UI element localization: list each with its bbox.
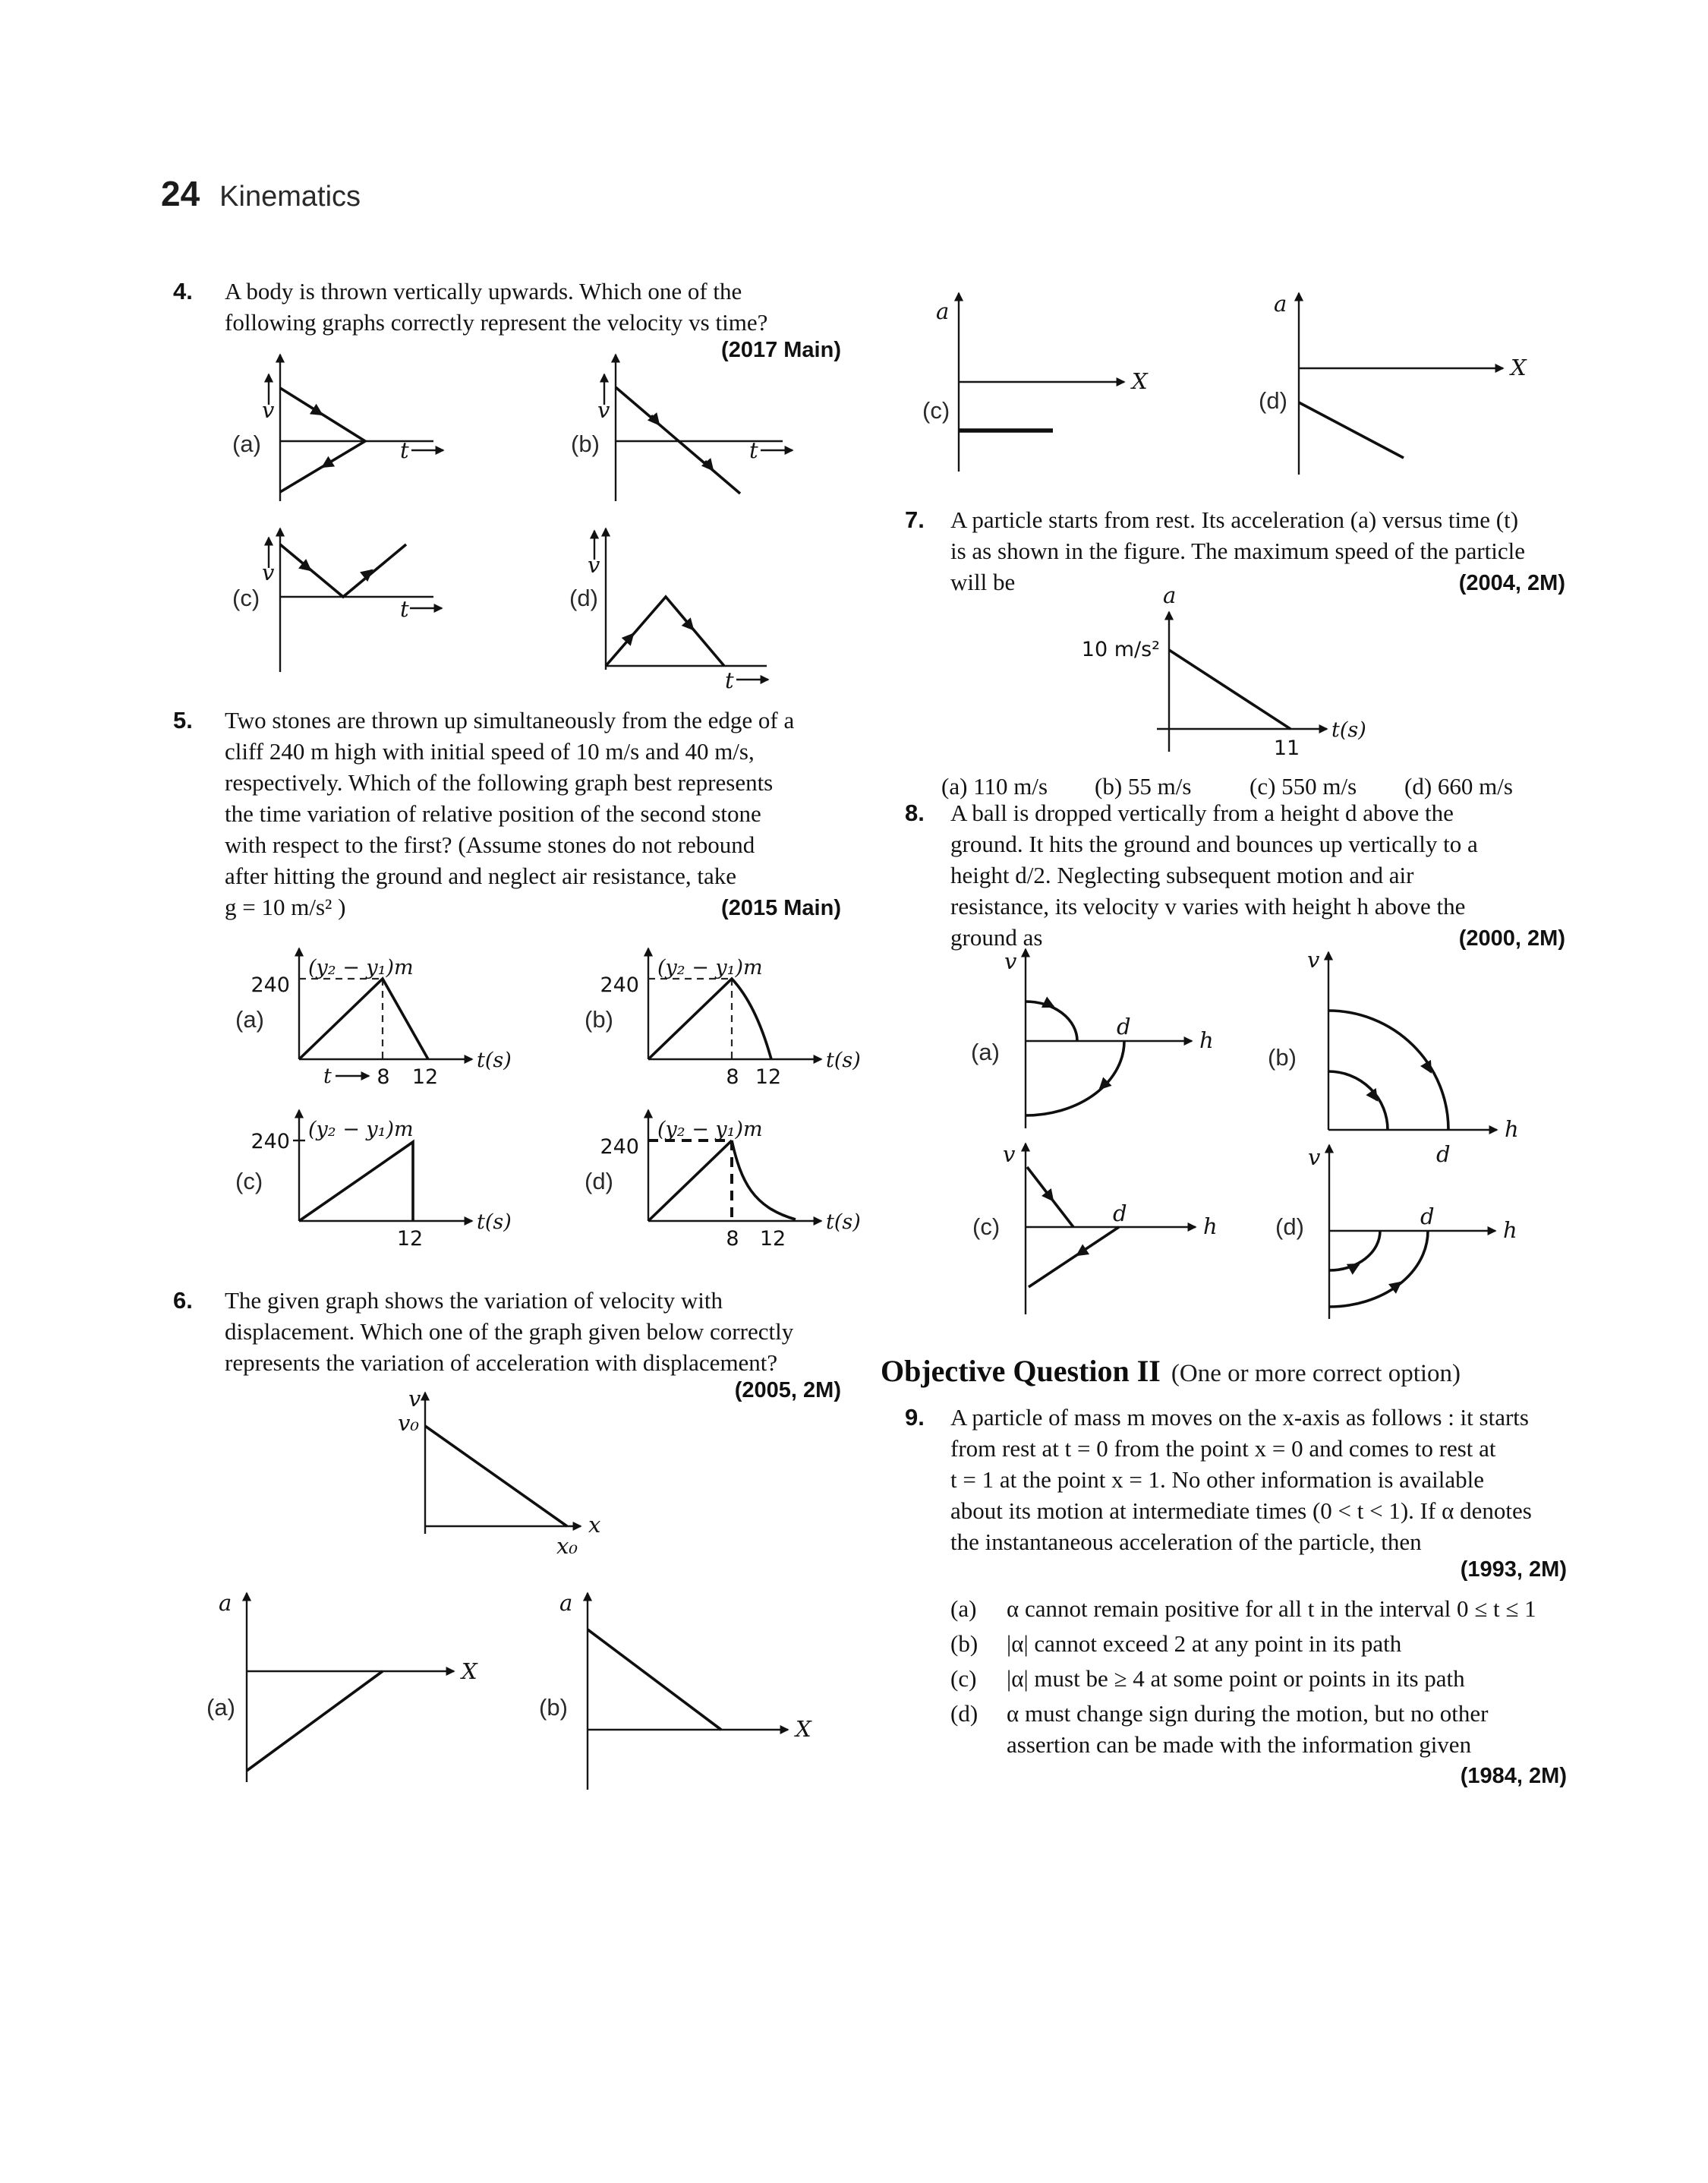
- q9-option-c: [950, 1663, 1567, 1694]
- a-t-line: [1169, 650, 1290, 729]
- option-value: 550 m/s: [1281, 773, 1357, 800]
- axes: [1157, 612, 1327, 752]
- option-label: (a): [971, 1039, 1000, 1065]
- y-axis-label: (y₂ − y₁)m: [657, 1118, 763, 1141]
- q9-line: A particle of mass m moves on the x-axis as follows : it starts: [950, 1404, 1529, 1431]
- a-axis-label: a: [1163, 585, 1177, 608]
- option-label: (d): [1404, 773, 1432, 800]
- option-label: (a): [941, 773, 968, 800]
- axes: [594, 528, 768, 680]
- q7-option-d: [1404, 773, 1513, 800]
- q5-line: respectively. Which of the following graph best represents: [225, 769, 774, 796]
- t-axis-label: t: [725, 667, 734, 693]
- q6-line: represents the variation of acceleration with displacement?: [225, 1349, 778, 1376]
- section-title: Objective Question II: [881, 1354, 1161, 1388]
- q8-line: A ball is dropped vertically from a height d above the: [950, 800, 1454, 826]
- inner-arc: [1328, 1071, 1388, 1130]
- chapter-title: Kinematics: [219, 181, 361, 213]
- option-label: (d): [950, 1700, 978, 1727]
- option-text: assertion can be made with the information given: [1007, 1731, 1472, 1758]
- y-max-value: 240: [600, 973, 639, 997]
- section-heading: [881, 1353, 1461, 1389]
- q4-line: following graphs correctly represent the velocity vs time?: [225, 309, 768, 336]
- a-axis-label: a: [559, 1590, 573, 1616]
- axes: [425, 1393, 581, 1534]
- q6-fig-d: [1237, 279, 1571, 507]
- h-axis-label: h: [1505, 1116, 1519, 1142]
- y-axis-label: (y₂ − y₁)m: [308, 1118, 414, 1141]
- relative-position-curve: [299, 1142, 413, 1221]
- option-label: (b): [950, 1630, 978, 1657]
- v-axis-label: v: [1308, 1144, 1321, 1170]
- q9-line: t = 1 at the point x = 1. No other information is available: [950, 1466, 1485, 1493]
- q9-option-b: [950, 1628, 1567, 1659]
- q5-g-row: [225, 891, 841, 923]
- axes: [1328, 952, 1497, 1130]
- q4-fig-c: [220, 524, 554, 714]
- y-max-value: 240: [251, 1130, 290, 1153]
- x-axis-label: t(s): [477, 1049, 512, 1072]
- q5-year: (2015 Main): [721, 896, 841, 920]
- y-axis-label: (y₂ − y₁)m: [657, 956, 763, 980]
- h-axis-label: h: [1199, 1027, 1214, 1053]
- tick-8: 8: [377, 1065, 390, 1089]
- option-label: (c): [950, 1665, 977, 1692]
- q7-year: (2004, 2M): [1458, 571, 1565, 595]
- tick-12: 12: [755, 1065, 782, 1089]
- axes: [1026, 949, 1192, 1128]
- q6-fig-a: [190, 1583, 516, 1803]
- q6-line: displacement. Which one of the graph given below correctly: [225, 1318, 794, 1345]
- t-axis-label: t(s): [1331, 718, 1366, 742]
- v0-label: v₀: [397, 1410, 419, 1436]
- q8-line: resistance, its velocity v varies with height h above the: [950, 893, 1466, 920]
- page-header: [161, 173, 361, 214]
- q7-option-c: [1249, 773, 1357, 800]
- v-x-line: [425, 1426, 567, 1526]
- d-label: d: [1436, 1141, 1451, 1167]
- relative-position-curve: [648, 1140, 732, 1221]
- v-t-curve: [606, 597, 724, 666]
- axes: [1026, 1144, 1196, 1314]
- bounce-arc: [1026, 1002, 1077, 1041]
- option-label: (a): [235, 1006, 264, 1033]
- option-label: (b): [1268, 1044, 1297, 1071]
- a-max-value: 10 m/s²: [1081, 638, 1160, 661]
- q7-line: A particle starts from rest. Its acceleration (a) versus time (t): [950, 506, 1519, 533]
- q8-year: (2000, 2M): [1458, 926, 1565, 951]
- axes: [1329, 1145, 1495, 1319]
- option-label: (a): [206, 1694, 235, 1721]
- q5-line: Two stones are thrown up simultaneously from the edge of a: [225, 707, 795, 733]
- t-label: t: [323, 1065, 332, 1088]
- q8-fig-c: [960, 1139, 1294, 1336]
- q9-line: from rest at t = 0 from the point x = 0 and comes to rest at: [950, 1435, 1496, 1462]
- q9-option-d: [950, 1698, 1567, 1760]
- q9-year2-row: [950, 1764, 1567, 1789]
- q8-lastline: ground as: [950, 924, 1043, 951]
- v-axis-label: v: [1307, 947, 1320, 973]
- x-axis-label: t(s): [826, 1210, 861, 1234]
- a-x-line: [588, 1629, 721, 1730]
- x0-label: x₀: [556, 1533, 578, 1559]
- x-axis-label: t(s): [477, 1210, 512, 1234]
- x-axis-label: X: [1132, 368, 1148, 394]
- q8-line: ground. It hits the ground and bounces up vertically to a: [950, 831, 1478, 857]
- section-subtitle: (One or more correct option): [1171, 1360, 1461, 1387]
- q7-option-b: [1095, 773, 1191, 800]
- q8-fig-d: [1245, 1139, 1602, 1336]
- v-axis-label: v: [262, 560, 275, 585]
- y-axis-label: (y₂ − y₁)m: [308, 956, 414, 980]
- q5-g-value: g = 10 m/s² ): [225, 894, 346, 920]
- option-text: |α| cannot exceed 2 at any point in its path: [1007, 1630, 1402, 1657]
- v-axis-label: v: [408, 1386, 421, 1412]
- q4-fig-a: [220, 345, 554, 509]
- axes: [269, 355, 443, 501]
- q9-text: [950, 1402, 1567, 1582]
- v-axis-label: v: [262, 397, 275, 423]
- q8-line: height d/2. Neglecting subsequent motion and air: [950, 862, 1414, 888]
- q9-options: [950, 1593, 1567, 1789]
- inner-arc: [1329, 1231, 1380, 1270]
- option-label: (a): [232, 431, 261, 457]
- option-label: (c): [232, 585, 260, 611]
- tick-8: 8: [726, 1065, 739, 1089]
- q7-option-a: [941, 773, 1048, 800]
- y-max-value: 240: [251, 973, 290, 997]
- v-axis-label: v: [588, 552, 600, 578]
- q5-text: [225, 705, 841, 923]
- q5-line: after hitting the ground and neglect air resistance, take: [225, 863, 736, 889]
- v-axis-label: v: [1004, 948, 1017, 974]
- decay-curve: [732, 1140, 796, 1219]
- q6-main-fig: [357, 1382, 691, 1564]
- q5-line: the time variation of relative position of the second stone: [225, 800, 761, 827]
- option-label: (c): [922, 397, 950, 424]
- t-axis-label: t: [749, 437, 758, 463]
- option-label: (d): [585, 1168, 613, 1194]
- q5-line: with respect to the first? (Assume stones do not rebound: [225, 831, 755, 858]
- q7-line: is as shown in the figure. The maximum speed of the particle: [950, 538, 1526, 564]
- axes: [959, 293, 1124, 472]
- page-number: 24: [161, 174, 200, 213]
- relative-position-curve: [648, 979, 771, 1059]
- axes: [588, 1593, 788, 1790]
- axes: [247, 1593, 454, 1782]
- tick-12: 12: [759, 1227, 786, 1251]
- q5-number: 5.: [173, 707, 193, 733]
- q9-year1-row: [950, 1557, 1567, 1582]
- option-label: (b): [571, 431, 600, 457]
- option-value: 660 m/s: [1437, 773, 1513, 800]
- q7-text: [950, 504, 1565, 598]
- q8-text: [950, 797, 1565, 953]
- option-text: α must change sign during the motion, but no other: [1007, 1700, 1489, 1727]
- q9-line: about its motion at intermediate times (0 < t < 1). If α denotes: [950, 1497, 1532, 1524]
- relative-position-curve: [299, 979, 428, 1059]
- fall-line: [1029, 1227, 1119, 1287]
- q9-year1: (1993, 2M): [1460, 1557, 1567, 1582]
- q5-fig-b: [569, 938, 926, 1112]
- v-axis-label: v: [1003, 1141, 1016, 1167]
- q5-fig-d: [569, 1099, 926, 1274]
- q4-number: 4.: [173, 278, 193, 304]
- option-label: (b): [585, 1006, 613, 1033]
- q6-line: The given graph shows the variation of velocity with: [225, 1287, 723, 1314]
- option-label: (b): [1095, 773, 1123, 800]
- x-axis-label: X: [1511, 355, 1527, 380]
- q6-number: 6.: [173, 1287, 193, 1314]
- axes: [604, 355, 793, 501]
- option-value: 55 m/s: [1127, 773, 1192, 800]
- option-label: (d): [1275, 1213, 1304, 1240]
- q9-year2: (1984, 2M): [1460, 1764, 1567, 1788]
- option-text: α cannot remain positive for all t in the interval 0 ≤ t ≤ 1: [1007, 1595, 1536, 1622]
- q9-option-a: [950, 1593, 1567, 1624]
- q4-line: A body is thrown vertically upwards. Which one of the: [225, 278, 742, 304]
- q9-line: the instantaneous acceleration of the particle, then: [950, 1528, 1422, 1555]
- q5-fig-a: [220, 938, 577, 1112]
- t-axis-label: t: [400, 596, 409, 622]
- option-label: (c): [1249, 773, 1276, 800]
- q6-year: (2005, 2M): [734, 1378, 841, 1402]
- h-axis-label: h: [1503, 1217, 1517, 1243]
- v-axis-label: v: [597, 397, 610, 423]
- option-label: (d): [569, 585, 598, 611]
- tick-8: 8: [726, 1227, 739, 1251]
- option-label: (a): [950, 1595, 977, 1622]
- d-label: d: [1117, 1014, 1131, 1039]
- tick-12: 12: [396, 1227, 424, 1251]
- a-axis-label: a: [1274, 291, 1287, 317]
- v-t-curve: [280, 544, 406, 597]
- q6-fig-c: [900, 279, 1226, 507]
- a-axis-label: a: [219, 1590, 232, 1616]
- y-max-value: 240: [600, 1135, 639, 1159]
- d-label: d: [1420, 1203, 1435, 1229]
- q5-line: cliff 240 m high with initial speed of 10 m/s and 40 m/s,: [225, 738, 755, 765]
- x-axis-label: t(s): [826, 1049, 861, 1072]
- q9-number: 9.: [905, 1404, 925, 1431]
- q4-fig-d: [569, 524, 919, 721]
- x-axis-label: X: [462, 1658, 477, 1684]
- x-axis-label: x: [588, 1512, 601, 1538]
- q6-fig-b: [531, 1583, 858, 1803]
- d-label: d: [1113, 1200, 1127, 1226]
- option-label: (d): [1259, 387, 1287, 414]
- x-axis-label: X: [796, 1716, 811, 1742]
- t-axis-label: t: [400, 437, 409, 463]
- tick-11: 11: [1273, 737, 1300, 760]
- v-t-curve: [280, 388, 365, 492]
- option-label: (b): [539, 1694, 568, 1721]
- q5-fig-c: [220, 1099, 577, 1274]
- option-text: |α| must be ≥ 4 at some point or points in its path: [1007, 1665, 1465, 1692]
- option-label: (c): [235, 1168, 263, 1194]
- a-x-line: [247, 1671, 383, 1771]
- q8-fig-a: [960, 942, 1294, 1143]
- axes: [269, 528, 442, 672]
- option-label: (c): [972, 1213, 1001, 1240]
- q8-number: 8.: [905, 800, 925, 826]
- option-value: 110 m/s: [973, 773, 1048, 800]
- h-axis-label: h: [1203, 1213, 1218, 1239]
- a-axis-label: a: [936, 298, 950, 324]
- q4-fig-b: [569, 345, 903, 509]
- q7-number: 7.: [905, 506, 925, 533]
- q7-fig: [1055, 585, 1420, 771]
- q4-year: (2017 Main): [721, 338, 841, 362]
- q7-lastline: will be: [950, 569, 1016, 595]
- fall-arc: [1026, 1041, 1124, 1115]
- tick-12: 12: [411, 1065, 439, 1089]
- axes: [1299, 293, 1503, 475]
- a-x-line: [1299, 402, 1404, 458]
